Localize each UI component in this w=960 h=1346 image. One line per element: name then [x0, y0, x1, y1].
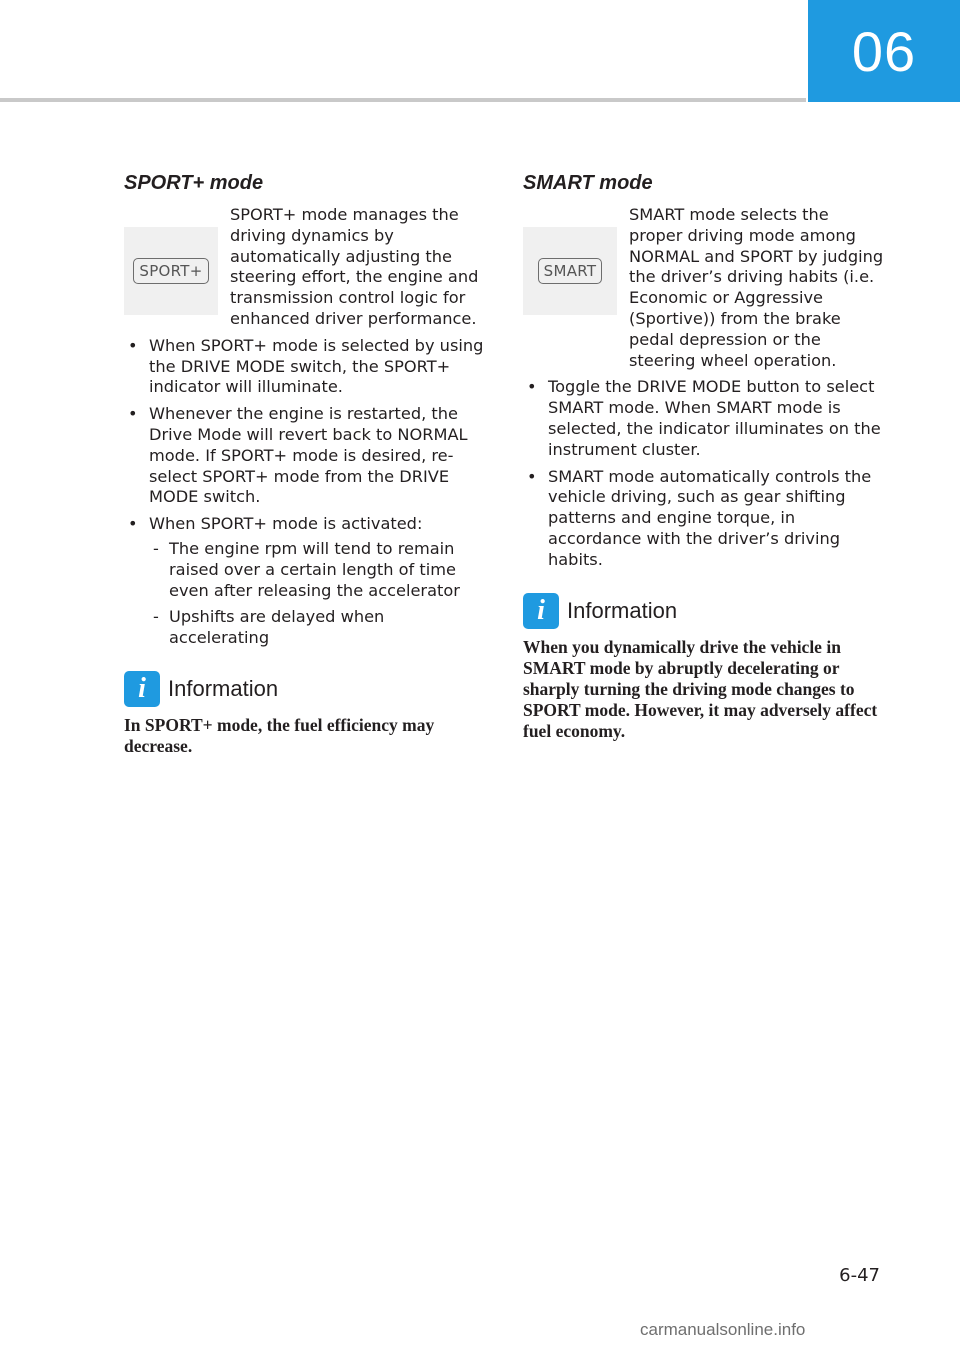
- chapter-number: 06: [851, 19, 917, 83]
- chapter-tab: [808, 0, 960, 102]
- sport-plus-indicator-icon: [124, 227, 218, 315]
- smart-info-header: [523, 593, 885, 629]
- smart-intro: [523, 205, 885, 371]
- info-title: Information: [567, 597, 678, 623]
- right-column: [523, 172, 885, 742]
- sport-plus-sub-bullets: [149, 539, 486, 649]
- list-item: • Whenever the engine is restarted, the Drive Mode will revert back to NORMAL mode. If SPORT+ mode is desired, re-select SPORT+ mode from the DRIVE MODE switch.: [124, 404, 486, 508]
- list-item: • When SPORT+ mode is selected by using the DRIVE MODE switch, the SPORT+ indicator will illuminate.: [124, 336, 486, 398]
- list-item: • SMART mode automatically controls the vehicle driving, such as gear shifting patterns and engine torque, in accordance with the driver’s driving habits.: [523, 467, 885, 571]
- sport-plus-intro: [124, 205, 486, 330]
- sport-plus-indicator-label: SPORT+: [133, 258, 208, 284]
- sport-plus-info-body: In SPORT+ mode, the fuel efficiency may decrease.: [124, 714, 435, 756]
- sub-list-item: - Upshifts are delayed when accelerating: [149, 607, 486, 649]
- sport-plus-description: SPORT+ mode manages the driving dynamics by automatically adjusting the steering effort, the engine and transmission control logic for enhanced driver performance.: [230, 205, 479, 328]
- list-item: • Toggle the DRIVE MODE button to select SMART mode. When SMART mode is selected, the indicator illuminates on the instrument cluster.: [523, 377, 885, 460]
- sport-plus-bullets: [124, 336, 486, 649]
- smart-bullets: [523, 377, 885, 570]
- smart-description: SMART mode selects the proper driving mode among NORMAL and SPORT by judging the driver’s driving habits (i.e. Economic or Aggressive (Sportive)) from the brake pedal depression or the steering wheel operation.: [629, 205, 884, 370]
- list-item: [124, 514, 486, 649]
- page-number: 6-47: [839, 1265, 880, 1286]
- information-icon: i: [523, 593, 559, 629]
- header-rule: [0, 98, 806, 102]
- list-item-text: When SPORT+ mode is activated:: [149, 514, 423, 534]
- smart-indicator-label: SMART: [538, 258, 603, 284]
- watermark: carmanualsonline.info: [640, 1320, 806, 1339]
- sub-list-item: - The engine rpm will tend to remain raised over a certain length of time even after releasing the accelerator: [149, 539, 486, 601]
- smart-info-body: When you dynamically drive the vehicle in SMART mode by abruptly decelerating or sharply turning the driving mode changes to SPORT mode. However, it may adversely affect fuel economy.: [523, 636, 878, 741]
- smart-indicator-icon: [523, 227, 617, 315]
- left-column: [124, 172, 486, 757]
- sport-plus-title: SPORT+ mode: [124, 172, 264, 194]
- smart-title: SMART mode: [523, 172, 653, 194]
- info-title: Information: [168, 675, 279, 701]
- sport-plus-info-header: [124, 671, 486, 707]
- information-icon: i: [124, 671, 160, 707]
